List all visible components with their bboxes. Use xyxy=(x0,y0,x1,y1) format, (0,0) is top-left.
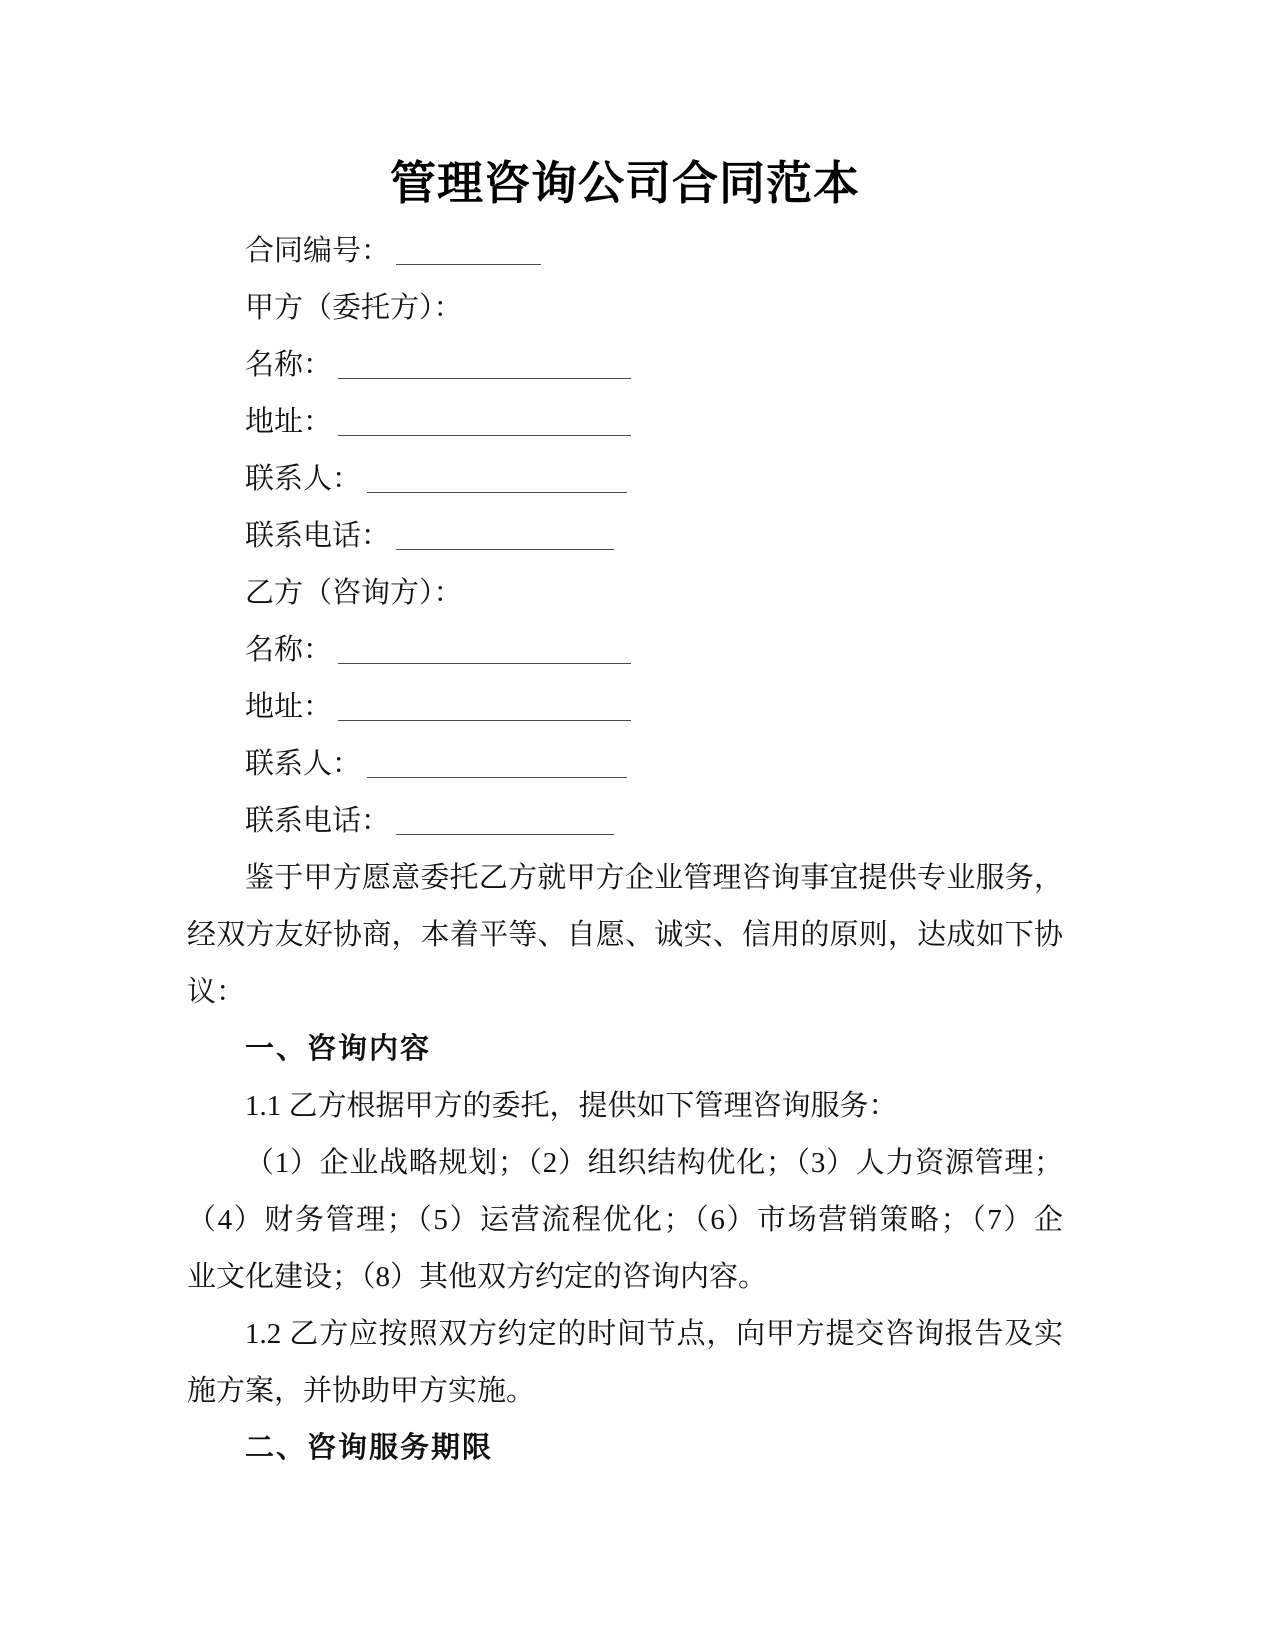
party-b-contact-label: 联系人： xyxy=(245,748,362,780)
party-b-name-blank-line xyxy=(338,663,631,664)
party-a-address-blank-line xyxy=(338,435,631,436)
clause-1-2-line: 施方案，并协助甲方实施。 xyxy=(187,1375,536,1407)
party-b-address-row xyxy=(187,679,1063,736)
party-b-phone-blank-line xyxy=(396,834,614,835)
preamble-line: 鉴于甲方愿意委托乙方就甲方企业管理咨询事宜提供专业服务， xyxy=(245,862,1063,894)
clause-1-2-line: 1.2 乙方应按照双方约定的时间节点，向甲方提交咨询报告及实 xyxy=(245,1318,1063,1350)
party-b-contact-row xyxy=(187,736,1063,793)
party-b-name-label: 名称： xyxy=(245,634,333,666)
service-list-line: 业文化建设；（8）其他双方约定的咨询内容。 xyxy=(187,1261,768,1293)
party-a-contact-row xyxy=(187,451,1063,508)
party-a-name-label: 名称： xyxy=(245,349,333,381)
party-b-contact-blank-line xyxy=(367,777,627,778)
party-b-address-label: 地址： xyxy=(245,691,333,723)
contract-number-label: 合同编号： xyxy=(245,235,391,267)
party-b-name-row xyxy=(187,622,1063,679)
party-a-address-label: 地址： xyxy=(245,406,333,438)
document-content xyxy=(187,0,1063,1477)
service-list-line: （4）财务管理；（5）运营流程优化；（6）市场营销策略；（7）企 xyxy=(187,1204,1063,1236)
party-a-phone-label: 联系电话： xyxy=(245,520,391,552)
party-b-phone-row xyxy=(187,793,1063,850)
party-b-phone-label: 联系电话： xyxy=(245,805,391,837)
party-a-phone-blank-line xyxy=(396,549,614,550)
contract-number-row xyxy=(187,223,1063,280)
party-a-name-row xyxy=(187,337,1063,394)
party-a-name-blank-line xyxy=(338,378,631,379)
party-a-contact-label: 联系人： xyxy=(245,463,362,495)
section-1-heading: 一、咨询内容 xyxy=(245,1033,432,1065)
contract-number-blank-line xyxy=(396,264,541,265)
party-a-heading: 甲方（委托方）： xyxy=(245,292,463,324)
party-b-heading: 乙方（咨询方）： xyxy=(245,577,463,609)
preamble-line: 议： xyxy=(187,976,246,1008)
party-a-phone-row xyxy=(187,508,1063,565)
party-b-address-blank-line xyxy=(338,720,631,721)
party-a-address-row xyxy=(187,394,1063,451)
clause-1-1-line: 1.1 乙方根据甲方的委托，提供如下管理咨询服务： xyxy=(245,1090,898,1122)
section-2-heading: 二、咨询服务期限 xyxy=(245,1432,494,1464)
document-title: 管理咨询公司合同范本 xyxy=(390,158,860,209)
party-a-contact-blank-line xyxy=(367,492,627,493)
service-list-line: （1）企业战略规划；（2）组织结构优化；（3）人力资源管理； xyxy=(245,1147,1063,1179)
preamble-line: 经双方友好协商，本着平等、自愿、诚实、信用的原则，达成如下协 xyxy=(187,919,1063,951)
